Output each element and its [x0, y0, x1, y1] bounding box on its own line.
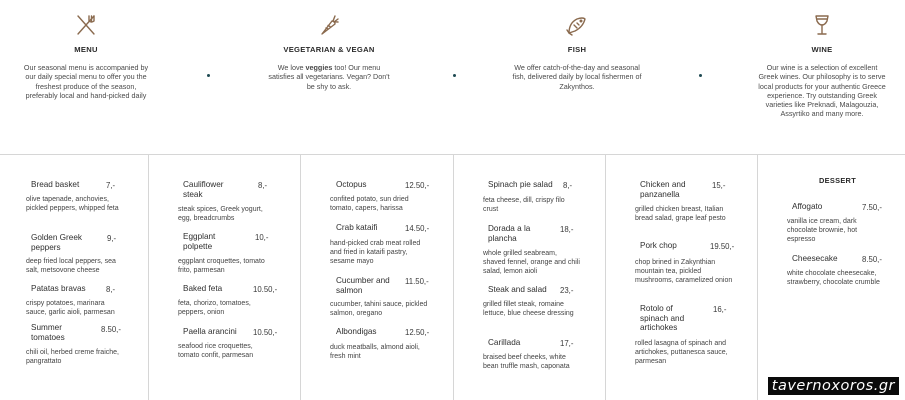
- menu-item-price: 7.50,-: [862, 203, 882, 212]
- menu-item-description: vanilla ice cream, dark chocolate brownie, hot espresso: [787, 218, 858, 244]
- menu-item-description: feta, chorizo, tomatoes, peppers, onion: [178, 300, 251, 317]
- menu-item-name: Bread basket: [31, 180, 80, 189]
- menu-item-description: seafood rice croquettes, tomato confit, parmesan: [178, 343, 254, 360]
- wine-glass-icon: [757, 12, 887, 38]
- feature-description: Our wine is a selection of excellent Greek wines. Our philosophy is to serve local products for your authentic Greece experience. Try outstanding Greek varieties like Preknadi, Malagouzia, Assyrtiko and many more.: [758, 63, 886, 119]
- cutlery-icon: [21, 12, 151, 38]
- menu-item-description: feta cheese, dill, crispy filo crust: [483, 197, 565, 214]
- menu-item-price: 19.50,-: [710, 242, 735, 251]
- menu-item-name: Patatas bravas: [31, 284, 86, 293]
- menu-item-name: Pork chop: [640, 241, 677, 250]
- menu-item-name: Summer tomatoes: [31, 323, 65, 342]
- menu-item-name: Cheesecake: [792, 254, 838, 263]
- menu-item-price: 17,-: [560, 339, 574, 348]
- menu-item-description: grilled fillet steak, romaine lettuce, blue cheese dressing: [483, 301, 574, 318]
- menu-item-price: 8.50,-: [101, 325, 121, 334]
- menu-item-name: Rotolo of spinach and artichokes: [640, 304, 685, 333]
- menu-item-price: 11.50,-: [405, 277, 429, 286]
- feature-vegetarian: [264, 12, 394, 91]
- menu-item-description: rolled lasagna of spinach and artichokes, puttanesca sauce, parmesan: [635, 340, 728, 366]
- menu-item-description: crispy potatoes, marinara sauce, garlic aioli, parmesan: [26, 300, 115, 317]
- menu-item-name: Golden Greek peppers: [31, 233, 82, 252]
- menu-item-description: steak spices, Greek yogurt, egg, breadcrumbs: [178, 206, 263, 223]
- feature-title: WINE: [811, 45, 833, 54]
- menu-item-price: 9,-: [107, 234, 117, 243]
- menu-item-name: Dorada a la plancha: [488, 224, 531, 243]
- menu-item-price: 8,-: [106, 285, 116, 294]
- menu-item-name: Baked feta: [183, 284, 223, 293]
- menu-item-price: 14.50,-: [405, 224, 430, 233]
- menu-item-name: Chicken and panzanella: [640, 180, 686, 199]
- menu-item-name: Octopus: [336, 180, 367, 189]
- watermark: tavernoxoros.gr: [768, 377, 899, 395]
- separator-dot: [699, 74, 702, 77]
- menu-item-description: whole grilled seabream, shaved fennel, orange and chili salad, lemon aioli: [483, 250, 580, 276]
- menu-item-name: Affogato: [792, 202, 823, 211]
- menu-item-price: 16,-: [713, 305, 727, 314]
- menu-item-name: Cucumber and salmon: [336, 276, 390, 295]
- menu-item-price: 15,-: [712, 181, 726, 190]
- menu-item-price: 12.50,-: [405, 181, 430, 190]
- menu-item-description: chili oil, herbed creme fraiche, pangrattato: [26, 349, 119, 366]
- menu-item-name: Albondigas: [336, 327, 377, 336]
- feature-description: [264, 63, 394, 91]
- feature-title: MENU: [74, 45, 98, 54]
- menu-item-price: 12.50,-: [405, 328, 430, 337]
- menu-item-description: cucumber, tahini sauce, pickled salmon, oregano: [330, 301, 428, 318]
- description-bold: veggies: [305, 63, 333, 72]
- menu-item-price: 10.50,-: [253, 328, 278, 337]
- column-divider: [453, 155, 454, 400]
- carrot-icon: [264, 12, 394, 38]
- menu-item-description: hand-picked crab meat rolled and fried in kataifi pastry, sesame mayo: [330, 240, 421, 266]
- menu-item-name: Carillada: [488, 338, 521, 347]
- menu-item-description: eggplant croquettes, tomato frito, parmesan: [178, 258, 265, 275]
- menu-item-name: Cauliflower steak: [183, 180, 224, 199]
- menu-item-price: 10.50,-: [253, 285, 278, 294]
- menu-item-description: duck meatballs, almond aioli, fresh mint: [330, 344, 420, 361]
- menu-item-price: 23,-: [560, 286, 574, 295]
- menu-item-name: Spinach pie salad: [488, 180, 553, 189]
- menu-item-name: Paella arancini: [183, 327, 237, 336]
- menu-item-description: olive tapenade, anchovies, pickled peppers, whipped feta: [26, 196, 119, 213]
- feature-title: VEGETARIAN & VEGAN: [283, 45, 375, 54]
- menu-item-description: white chocolate cheesecake, strawberry, chocolate crumble: [787, 270, 880, 287]
- menu-item-description: braised beef cheeks, white bean truffle mash, caponata: [483, 354, 570, 371]
- menu-item-price: 10,-: [255, 233, 269, 242]
- menu-item-price: 8,-: [258, 181, 268, 190]
- feature-title: FISH: [567, 45, 587, 54]
- separator-dot: [453, 74, 456, 77]
- column-divider: [605, 155, 606, 400]
- description-text: too! Our menu satisfies all vegetarians. Vegan? Don't be shy to ask.: [268, 63, 390, 91]
- feature-menu: [21, 12, 151, 100]
- dessert-heading: DESSERT: [819, 176, 857, 185]
- column-divider: [148, 155, 149, 400]
- column-divider: [300, 155, 301, 400]
- menu-item-price: 8,-: [563, 181, 573, 190]
- menu-item-name: Crab kataifi: [336, 223, 378, 232]
- menu-item-price: 8.50,-: [862, 255, 882, 264]
- menu-item-price: 7,-: [106, 181, 116, 190]
- menu-item-description: confited potato, sun dried tomato, capers, harissa: [330, 196, 409, 213]
- menu-item-description: chop brined in Zakynthian mountain tea, pickled mushrooms, caramelized onion: [635, 259, 733, 285]
- features-section: [0, 0, 905, 150]
- menu-item-name: Steak and salad: [488, 285, 547, 294]
- feature-fish: [512, 12, 642, 91]
- feature-wine: [757, 12, 887, 119]
- menu-item-description: grilled chicken breast, Italian bread salad, grape leaf pesto: [635, 206, 726, 223]
- description-text: We love: [277, 63, 306, 72]
- fish-icon: [512, 12, 642, 38]
- menu-item-price: 18,-: [560, 225, 574, 234]
- menu-item-description: deep fried local peppers, sea salt, metsovone cheese: [26, 258, 116, 275]
- column-divider: [757, 155, 758, 400]
- feature-description: We offer catch-of-the-day and seasonal fish, delivered daily by local fishermen of Zakynthos.: [512, 63, 642, 91]
- separator-dot: [207, 74, 210, 77]
- menu-item-name: Eggplant polpette: [183, 232, 216, 251]
- feature-description: Our seasonal menu is accompanied by our daily special menu to offer you the freshest produce of the season, preferably local and hand-picked daily: [23, 63, 149, 100]
